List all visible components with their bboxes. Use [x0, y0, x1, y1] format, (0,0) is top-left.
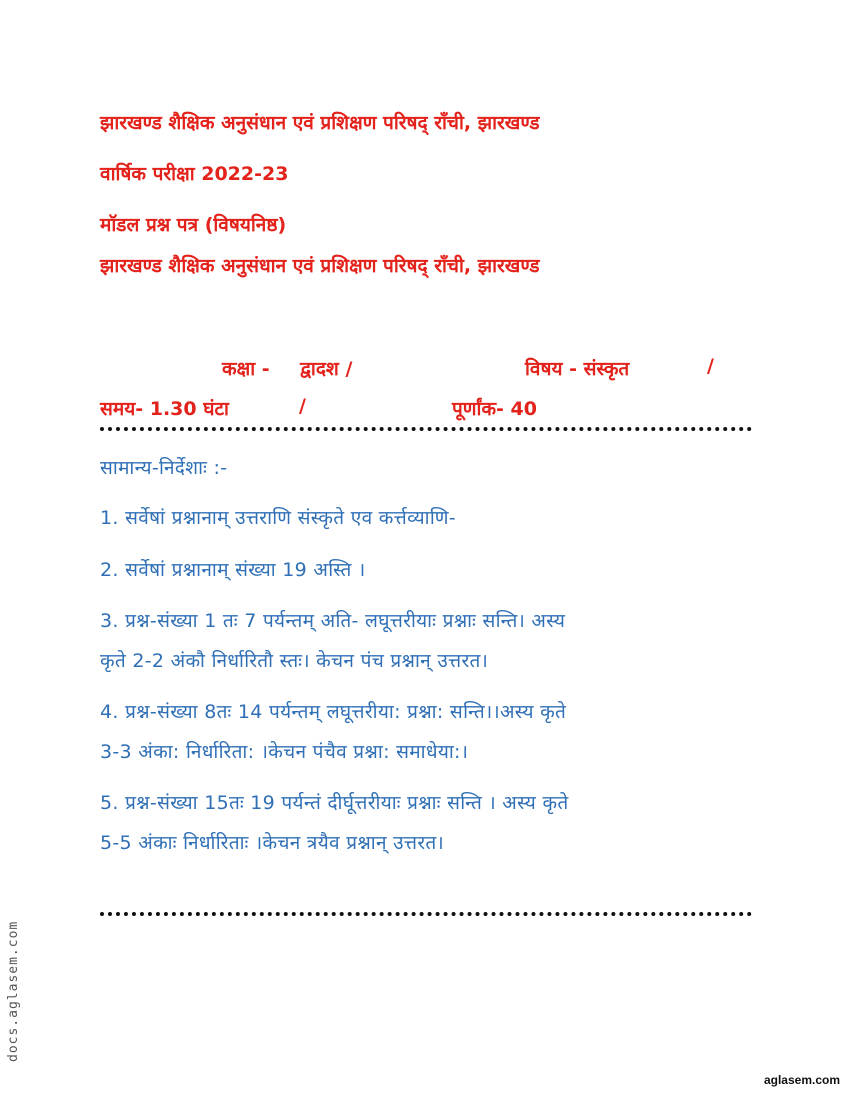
top-dotted-divider	[100, 427, 752, 431]
instruction-item-4-line-1: 4. प्रश्न-संख्या 8तः 14 पर्यन्तम् लघूत्तरीया: प्रश्ना: सन्ति।।अस्य कृते	[100, 701, 567, 723]
instruction-item-5-line-2: 5-5 अंकाः निर्धारिताः ।केचन त्रयैव प्रश्नान् उत्तरत।	[100, 832, 445, 854]
exam-title: वार्षिक परीक्षा 2022-23	[100, 163, 289, 185]
paper-type: मॉडल प्रश्न पत्र (विषयनिष्ठ)	[100, 214, 287, 236]
subject-label: विषय - संस्कृत	[525, 358, 630, 380]
bottom-dotted-divider	[100, 912, 752, 916]
time-separator: /	[299, 395, 306, 417]
organization-title-repeat: झारखण्ड शैक्षिक अनुसंधान एवं प्रशिक्षण परिषद् राँची, झारखण्ड	[100, 255, 540, 277]
subject-separator: /	[707, 355, 714, 377]
instruction-item-1: 1. सर्वेषां प्रश्नानाम् उत्तराणि संस्कृते एव कर्त्तव्याणि-	[100, 507, 456, 529]
instruction-item-5-line-1: 5. प्रश्न-संख्या 15तः 19 पर्यन्तं दीर्घूत्तरीयाः प्रश्नाः सन्ति । अस्य कृते	[100, 792, 569, 814]
organization-title: झारखण्ड शैक्षिक अनुसंधान एवं प्रशिक्षण परिषद् राँची, झारखण्ड	[100, 112, 540, 134]
instruction-item-3-line-1: 3. प्रश्न-संख्या 1 तः 7 पर्यन्तम् अति- लघूत्तरीयाः प्रश्नाः सन्ति। अस्य	[100, 610, 566, 632]
instruction-item-4-line-2: 3-3 अंका: निर्धारिता: ।केचन पंचैव प्रश्ना: समाधेया:।	[100, 741, 469, 763]
instruction-item-2: 2. सर्वेषां प्रश्नानाम् संख्या 19 अस्ति ।	[100, 559, 366, 581]
side-watermark: docs.aglasem.com	[6, 920, 21, 1062]
instruction-item-3-line-2: कृते 2-2 अंकौ निर्धारितौ स्तः। केचन पंच प्रश्नान् उत्तरत।	[100, 650, 489, 672]
instructions-heading: सामान्य-निर्देशाः :-	[100, 457, 228, 479]
footer-watermark: aglasem.com	[763, 1073, 840, 1087]
time-label: समय- 1.30 घंटा	[100, 398, 229, 420]
class-value: द्वादश /	[300, 358, 353, 380]
full-marks-label: पूर्णांक- 40	[452, 398, 537, 420]
class-label: कक्षा -	[222, 358, 270, 380]
